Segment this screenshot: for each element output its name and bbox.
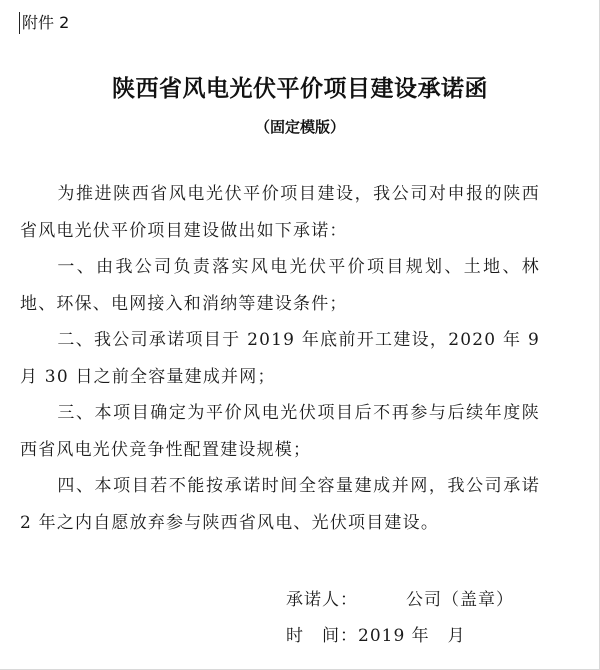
document-title: 陕西省风电光伏平价项目建设承诺函 xyxy=(112,76,488,102)
paragraph-item-4: 四、本项目若不能按承诺时间全容量建成并网，我公司承诺 2 年之内自愿放弃参与陕西省风电、光伏项目建设。 xyxy=(20,476,540,533)
promiser-label: 承诺人： xyxy=(286,590,358,610)
signature-block xyxy=(286,585,514,651)
paragraph-item-1: 一、由我公司负责落实风电光伏平价项目规划、土地、林地、环保、电网接入和消纳等建设条件； xyxy=(20,257,540,314)
company-seal-text: 公司（盖章） xyxy=(406,590,514,610)
attachment-label: 附件 2 xyxy=(22,13,70,32)
promiser-row xyxy=(286,585,514,615)
document-subtitle: （固定模版） xyxy=(254,118,345,136)
document-body xyxy=(20,176,540,541)
paragraph-item-2: 二、我公司承诺项目于 2019 年底前开工建设，2020 年 9 月 30 日之前全容量建成并网； xyxy=(20,330,540,387)
time-value: 2019 年 月 xyxy=(358,626,466,646)
paragraph-item-3: 三、本项目确定为平价风电光伏项目后不再参与后续年度陕西省风电光伏竞争性配置建设规模； xyxy=(20,403,540,460)
time-label: 时 间： xyxy=(286,626,358,646)
paragraph-intro: 为推进陕西省风电光伏平价项目建设，我公司对申报的陕西省风电光伏平价项目建设做出如下承诺： xyxy=(20,184,540,241)
text-cursor xyxy=(19,12,20,34)
time-row xyxy=(286,621,514,651)
